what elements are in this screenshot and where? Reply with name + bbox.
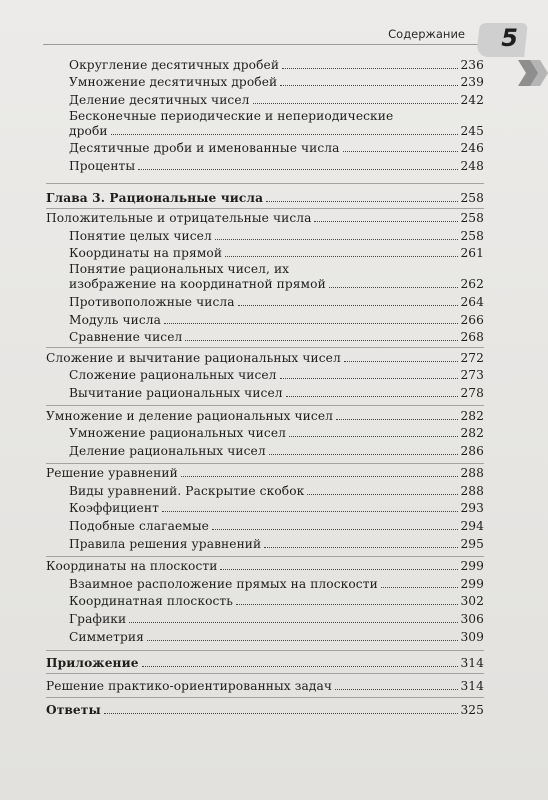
toc-entry-title: Подобные слагаемые — [69, 519, 209, 534]
toc-chapter-title: Ответы — [46, 703, 101, 718]
toc-entry-title: Проценты — [69, 158, 136, 173]
toc-entry-title: Вычитание рациональных чисел — [69, 385, 283, 400]
toc-entry[interactable] — [46, 534, 484, 552]
leader-dots — [164, 323, 458, 324]
section-divider — [46, 697, 484, 698]
toc-entry-page: 293 — [460, 501, 484, 516]
leader-dots — [147, 640, 459, 641]
toc-entry[interactable] — [46, 383, 484, 401]
toc-entry[interactable] — [46, 90, 484, 108]
toc-entry[interactable] — [46, 516, 484, 534]
leader-dots — [381, 587, 459, 588]
leader-dots — [307, 494, 458, 495]
leader-dots — [314, 221, 458, 222]
toc-entry[interactable] — [46, 73, 484, 91]
toc-entry-page: 242 — [460, 92, 484, 107]
leader-dots — [266, 201, 458, 202]
toc-entry-title: Умножение десятичных дробей — [69, 75, 278, 90]
toc-entry-title: Координатная плоскость — [69, 594, 234, 609]
toc-entry[interactable] — [46, 108, 484, 139]
toc-entry-title: Округление десятичных дробей — [69, 57, 280, 72]
toc-section[interactable] — [46, 209, 484, 227]
toc-entry-page: 258 — [460, 228, 484, 243]
toc-entry-page: 272 — [460, 350, 484, 365]
leader-dots — [142, 666, 459, 667]
leader-dots — [343, 151, 459, 152]
toc-entry[interactable] — [46, 310, 484, 328]
toc-entry-page: 288 — [460, 466, 484, 481]
decorative-arrow-icon — [508, 56, 548, 90]
leader-dots — [220, 569, 458, 570]
toc-entry-page: 268 — [460, 330, 484, 345]
toc-chapter-title: Приложение — [46, 656, 139, 671]
toc-section[interactable] — [46, 464, 484, 482]
leader-dots — [181, 476, 459, 477]
toc-entry[interactable] — [46, 592, 484, 610]
toc-entry[interactable] — [46, 609, 484, 627]
toc-chapter[interactable] — [46, 654, 484, 672]
leader-dots — [215, 239, 459, 240]
toc-section[interactable] — [46, 676, 484, 694]
leader-dots — [336, 419, 458, 420]
toc-entry-title: Деление десятичных чисел — [69, 92, 250, 107]
header-rule — [43, 44, 483, 45]
toc-entry-page: 309 — [460, 629, 484, 644]
leader-dots — [335, 689, 458, 690]
leader-dots — [280, 85, 458, 86]
toc-section[interactable] — [46, 406, 484, 424]
toc-entry-page: 306 — [460, 612, 484, 627]
toc-entry-title: Виды уравнений. Раскрытие скобок — [69, 483, 305, 498]
toc-entry-title: Деление рациональных чисел — [69, 443, 266, 458]
toc-entry-page: 266 — [460, 312, 484, 327]
leader-dots — [129, 622, 458, 623]
toc-entry-title: Десятичные дроби и именованные числа — [69, 141, 340, 156]
toc-chapter[interactable] — [46, 188, 484, 206]
toc-entry-title: Модуль числа — [69, 312, 161, 327]
toc-entry-page: 278 — [460, 385, 484, 400]
toc-section-title: Положительные и отрицательные числа — [46, 211, 312, 226]
leader-dots — [329, 287, 459, 288]
toc-entry-title-line1: Понятие рациональных чисел, их — [69, 262, 290, 277]
section-divider — [46, 183, 484, 184]
toc-entry-page: 286 — [460, 443, 484, 458]
section-divider — [46, 650, 484, 651]
toc-entry-title: Графики — [69, 612, 127, 627]
leader-dots — [289, 436, 458, 437]
toc-entry-page: 248 — [460, 158, 484, 173]
leader-dots — [264, 547, 458, 548]
toc-entry-title: Противоположные числа — [69, 294, 235, 309]
leader-dots — [286, 396, 459, 397]
toc-entry-title: Понятие целых чисел — [69, 228, 212, 243]
toc-entry-title: Правила решения уравнений — [69, 536, 262, 551]
toc-entry-title: Сложение рациональных чисел — [69, 368, 277, 383]
leader-dots — [269, 454, 459, 455]
toc-entry[interactable] — [46, 441, 484, 459]
toc-entry-page: 236 — [460, 57, 484, 72]
toc-entry-page: 302 — [460, 594, 484, 609]
toc-section-title: Умножение и деление рациональных чисел — [46, 408, 333, 423]
toc-entry-title: Коэффициент — [69, 501, 159, 516]
toc-entry-title-line2: дроби — [69, 123, 108, 138]
leader-dots — [162, 511, 459, 512]
page-number: 5 — [501, 24, 518, 52]
toc-entry[interactable] — [46, 574, 484, 592]
leader-dots — [138, 169, 458, 170]
leader-dots — [104, 713, 459, 714]
toc-entry-title: Симметрия — [69, 629, 144, 644]
toc-entry[interactable] — [46, 499, 484, 517]
toc-entry-page: 258 — [460, 211, 484, 226]
toc-section-title: Решение практико-ориентированных задач — [46, 678, 332, 693]
toc-entry-title: Умножение рациональных чисел — [69, 426, 286, 441]
toc-entry-title-line1: Бесконечные периодические и непериодические — [69, 108, 394, 123]
leader-dots — [280, 378, 459, 379]
leader-dots — [238, 305, 459, 306]
running-header: Содержание — [388, 27, 465, 41]
toc-entry[interactable] — [46, 328, 484, 346]
section-divider — [46, 673, 484, 674]
toc-entry[interactable] — [46, 244, 484, 262]
toc-entry-page: 325 — [460, 703, 484, 718]
leader-dots — [185, 340, 458, 341]
toc-entry[interactable] — [46, 156, 484, 174]
toc-entry-page: 282 — [460, 408, 484, 423]
toc-entry-page: 239 — [460, 75, 484, 90]
toc-entry-title: Координаты на прямой — [69, 246, 223, 261]
toc-entry-page: 261 — [460, 246, 484, 261]
toc-entry[interactable] — [46, 366, 484, 384]
toc-entry-title: Взаимное расположение прямых на плоскости — [69, 576, 378, 591]
toc-section[interactable] — [46, 557, 484, 575]
toc-entry[interactable] — [46, 261, 484, 292]
toc-entry-page: 299 — [460, 559, 484, 574]
toc-chapter[interactable] — [46, 701, 484, 719]
toc-entry[interactable] — [46, 627, 484, 645]
toc-entry-page: 245 — [460, 123, 484, 138]
toc-entry[interactable] — [46, 481, 484, 499]
leader-dots — [111, 134, 459, 135]
toc-section-title: Решение уравнений — [46, 466, 178, 481]
toc-entry-title-line2: изображение на координатной прямой — [69, 277, 326, 292]
toc-entry-page: 288 — [460, 483, 484, 498]
toc-chapter-title: Глава 3. Рациональные числа — [46, 190, 264, 205]
toc-entry-page: 299 — [460, 576, 484, 591]
toc-section-title: Координаты на плоскости — [46, 559, 218, 574]
toc-entry-page: 294 — [460, 519, 484, 534]
toc-entry[interactable] — [46, 226, 484, 244]
leader-dots — [225, 256, 458, 257]
toc-entry-page: 273 — [460, 368, 484, 383]
leader-dots — [282, 68, 458, 69]
toc-entry[interactable] — [46, 424, 484, 442]
toc-section-title: Сложение и вычитание рациональных чисел — [46, 350, 341, 365]
toc-entry-page: 314 — [460, 678, 484, 693]
toc-entry[interactable] — [46, 139, 484, 157]
toc-entry-page: 262 — [460, 277, 484, 292]
toc-entry[interactable] — [46, 55, 484, 73]
toc-entry-title: Сравнение чисел — [69, 330, 183, 345]
toc-entry-page: 295 — [460, 536, 484, 551]
toc-entry-page: 282 — [460, 426, 484, 441]
leader-dots — [236, 604, 458, 605]
toc-section[interactable] — [46, 348, 484, 366]
toc-entry-page: 258 — [460, 190, 484, 205]
leader-dots — [212, 529, 458, 530]
toc-entry-page: 264 — [460, 294, 484, 309]
table-of-contents — [46, 55, 484, 718]
toc-entry[interactable] — [46, 292, 484, 310]
toc-entry-page: 246 — [460, 141, 484, 156]
leader-dots — [344, 361, 459, 362]
leader-dots — [253, 103, 459, 104]
toc-entry-page: 314 — [460, 656, 484, 671]
